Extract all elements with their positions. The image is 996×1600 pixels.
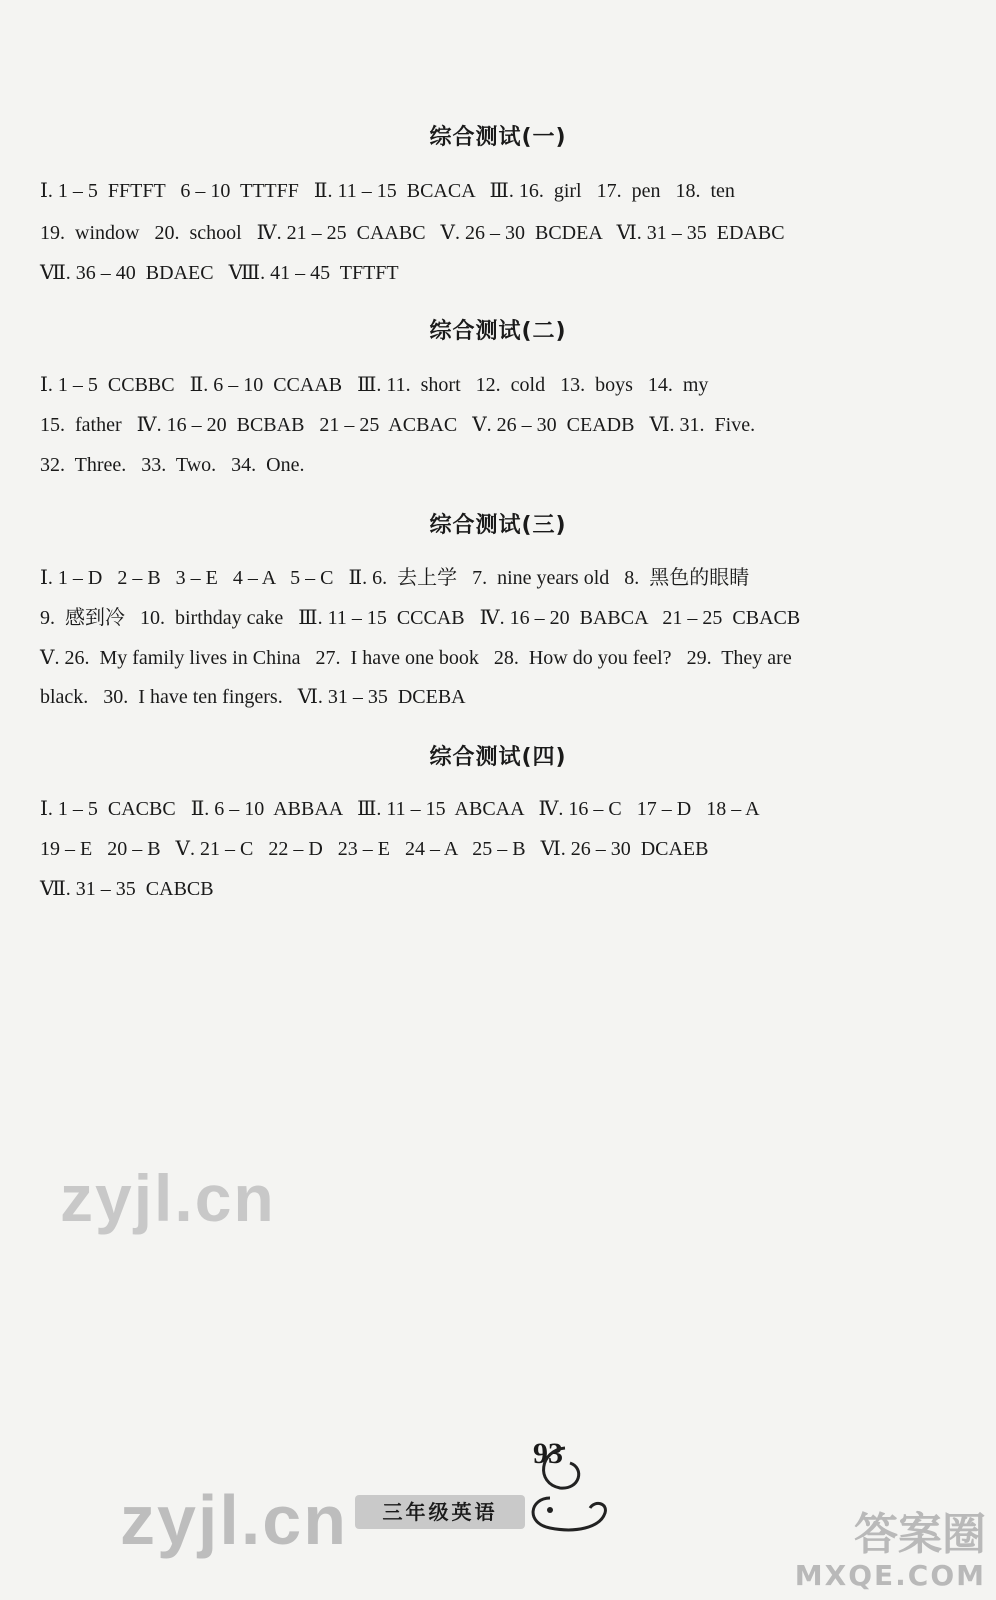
corner-logo <box>795 1511 986 1592</box>
corner-logo-url: MXQE.COM <box>794 1559 986 1592</box>
answer-line: 19. window 20. school Ⅳ. 21 – 25 CAABC Ⅴ. 26 – 30 BCDEA Ⅵ. 31 – 35 EDABC <box>40 222 785 244</box>
watermark-logo: zyjl.cn <box>60 1161 276 1235</box>
section-title-4: 综合测试(四) <box>429 745 567 770</box>
section-title-2: 综合测试(二) <box>429 319 567 344</box>
answer-line: Ⅰ. 1 – D 2 – B 3 – E 4 – A 5 – C Ⅱ. 6. 去上学 7. nine years old 8. 黑色的眼睛 <box>40 567 750 589</box>
answer-line: 15. father Ⅳ. 16 – 20 BCBAB 21 – 25 ACBAC Ⅴ. 26 – 30 CEADB Ⅵ. 31. Five. <box>40 414 756 436</box>
answer-line: Ⅰ. 1 – 5 FFTFT 6 – 10 TTTFF Ⅱ. 11 – 15 BCACA Ⅲ. 16. girl 17. pen 18. ten <box>40 180 735 202</box>
answer-line: Ⅶ. 36 – 40 BDAEC Ⅷ. 41 – 45 TFTFT <box>40 262 399 284</box>
answer-line: Ⅶ. 31 – 35 CABCB <box>40 878 214 900</box>
answer-line: 32. Three. 33. Two. 34. One. <box>40 454 305 476</box>
section-title-3: 综合测试(三) <box>429 513 567 538</box>
snail-mascot-icon <box>520 1428 610 1538</box>
footer-label: 三年级英语 <box>355 1495 525 1529</box>
answer-line: black. 30. I have ten fingers. Ⅵ. 31 – 35 DCEBA <box>40 686 466 708</box>
page-number: 93 <box>533 1437 563 1470</box>
answer-line: 9. 感到冷 10. birthday cake Ⅲ. 11 – 15 CCCAB Ⅳ. 16 – 20 BABCA 21 – 25 CBACB <box>40 607 801 629</box>
answer-line: Ⅴ. 26. My family lives in China 27. I have one book 28. How do you feel? 29. They are <box>40 647 792 669</box>
answer-line: Ⅰ. 1 – 5 CACBC Ⅱ. 6 – 10 ABBAA Ⅲ. 11 – 15 ABCAA Ⅳ. 16 – C 17 – D 18 – A <box>40 798 760 820</box>
corner-logo-text: 答案圈 <box>854 1509 986 1560</box>
answer-line: Ⅰ. 1 – 5 CCBBC Ⅱ. 6 – 10 CCAAB Ⅲ. 11. short 12. cold 13. boys 14. my <box>40 374 709 396</box>
watermark-logo: zyjl.cn <box>120 1481 348 1559</box>
answer-line: 19 – E 20 – B Ⅴ. 21 – C 22 – D 23 – E 24 – A 25 – B Ⅵ. 26 – 30 DCAEB <box>40 838 709 860</box>
section-title-1: 综合测试(一) <box>429 125 567 150</box>
